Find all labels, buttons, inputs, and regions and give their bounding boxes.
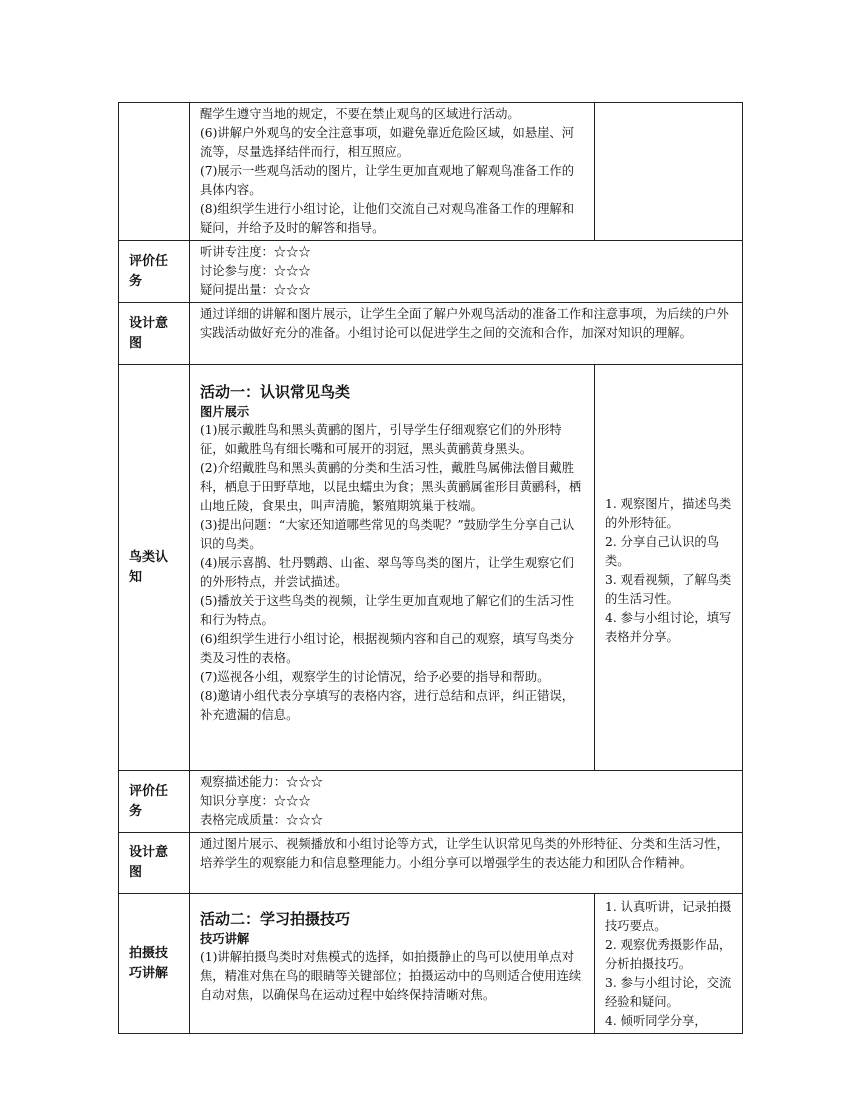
- step-line: (1)讲解拍摄鸟类时对焦模式的选择，如拍摄静止的鸟可以使用单点对焦，精准对焦在鸟的眼睛等关键部位；拍摄运动中的鸟则适合使用连续自动对焦，以确保鸟在运动过程中始终保持清晰对焦。: [200, 950, 582, 1002]
- design-row-1: [119, 303, 743, 365]
- eval-item: 疑问提出量：☆☆☆: [200, 283, 311, 297]
- sub-heading: 图片展示: [200, 405, 250, 419]
- student-activity: 3. 参与小组讨论，交流经验和疑问。: [605, 976, 732, 1009]
- photo-row: [119, 894, 743, 1034]
- step-line: (4)展示喜鹊、牡丹鹦鹉、山雀、翠鸟等鸟类的图片，让学生观察它们的外形特点，并尝试描述。: [200, 556, 575, 589]
- activity-title: 活动二：学习拍摄技巧: [200, 910, 351, 928]
- birds-content-cell: [190, 365, 595, 771]
- step-line: (7)巡视各小组，观察学生的讨论情况，给予必要的指导和帮助。: [200, 670, 550, 684]
- design-label-1: 设计意图: [119, 303, 190, 365]
- eval-item: 听讲专注度：☆☆☆: [200, 245, 311, 259]
- eval-item: 知识分享度：☆☆☆: [200, 794, 311, 808]
- eval-item: 讨论参与度：☆☆☆: [200, 264, 311, 278]
- eval-row-1: [119, 241, 743, 303]
- eval-item: 表格完成质量：☆☆☆: [200, 813, 323, 827]
- photo-content-cell: [190, 894, 595, 1034]
- design-content-2: [190, 833, 743, 894]
- eval-content-1: [190, 241, 743, 303]
- design-text: 通过图片展示、视频播放和小组讨论等方式，让学生认识常见鸟类的外形特征、分类和生活习性，培养学生的观察能力和信息整理能力。小组分享可以增强学生的表达能力和团队合作精神。: [200, 837, 729, 870]
- intro-content-cell: [190, 103, 595, 241]
- student-activity: 4. 倾听同学分享，: [605, 1014, 707, 1028]
- intro-side-cell: [595, 103, 743, 241]
- intro-row: [119, 103, 743, 241]
- activity-title: 活动一：认识常见鸟类: [200, 383, 351, 401]
- sub-heading: 技巧讲解: [200, 932, 250, 946]
- eval-label-1: 评价任务: [119, 241, 190, 303]
- step-line: (3)提出问题：“大家还知道哪些常见的鸟类呢？”鼓励学生分享自己认识的鸟类。: [200, 518, 575, 551]
- student-activity: 3. 观看视频，了解鸟类的生活习性。: [605, 573, 732, 606]
- eval-item: 观察描述能力：☆☆☆: [200, 775, 323, 789]
- photo-label: 拍摄技巧讲解: [119, 894, 190, 1034]
- student-activity: 2. 观察优秀摄影作品，分析拍摄技巧。: [605, 938, 732, 971]
- student-activity: 4. 参与小组讨论，填写表格并分享。: [605, 611, 732, 644]
- step-line: (5)播放关于这些鸟类的视频，让学生更加直观地了解它们的生活习性和行为特点。: [200, 594, 575, 627]
- student-activity: 2. 分享自己认识的鸟类。: [605, 535, 720, 568]
- intro-line: (8)组织学生进行小组讨论，让他们交流自己对观鸟准备工作的理解和疑问，并给予及时的解答和指导。: [200, 202, 575, 235]
- step-line: (8)邀请小组代表分享填写的表格内容，进行总结和点评，纠正错误，补充遗漏的信息。: [200, 689, 575, 722]
- intro-line: 醒学生遵守当地的规定，不要在禁止观鸟的区域进行活动。: [200, 107, 520, 121]
- step-line: (1)展示戴胜鸟和黑头黄鹂的图片，引导学生仔细观察它们的外形特征，如戴胜鸟有细长嘴和可展开的羽冠，黑头黄鹂黄身黑头。: [200, 423, 562, 456]
- design-content-1: [190, 303, 743, 365]
- step-line: (6)组织学生进行小组讨论，根据视频内容和自己的观察，填写鸟类分类及习性的表格。: [200, 632, 575, 665]
- eval-content-2: [190, 771, 743, 833]
- birds-student-cell: [595, 365, 743, 771]
- lesson-plan-table: [118, 102, 743, 1034]
- intro-line: (6)讲解户外观鸟的安全注意事项，如避免靠近危险区域，如悬崖、河流等，尽量选择结伴而行，相互照应。: [200, 126, 575, 159]
- birds-row: [119, 365, 743, 771]
- eval-label-2: 评价任务: [119, 771, 190, 833]
- student-activity: 1. 观察图片，描述鸟类的外形特征。: [605, 497, 732, 530]
- intro-label-cell: [119, 103, 190, 241]
- step-line: (2)介绍戴胜鸟和黑头黄鹂的分类和生活习性，戴胜鸟属佛法僧目戴胜科，栖息于田野草地，以昆虫蠕虫为食；黑头黄鹂属雀形目黄鹂科，栖山地丘陵，食果虫，叫声清脆，繁殖期筑巢于枝端。: [200, 461, 582, 513]
- design-label-2: 设计意图: [119, 833, 190, 894]
- student-activity: 1. 认真听讲，记录拍摄技巧要点。: [605, 900, 732, 933]
- eval-row-2: [119, 771, 743, 833]
- birds-label: 鸟类认知: [119, 365, 190, 771]
- design-row-2: [119, 833, 743, 894]
- photo-student-cell: [595, 894, 743, 1034]
- intro-line: (7)展示一些观鸟活动的图片，让学生更加直观地了解观鸟准备工作的具体内容。: [200, 164, 575, 197]
- design-text: 通过详细的讲解和图片展示，让学生全面了解户外观鸟活动的准备工作和注意事项，为后续的户外实践活动做好充分的准备。小组讨论可以促进学生之间的交流和合作，加深对知识的理解。: [200, 307, 729, 340]
